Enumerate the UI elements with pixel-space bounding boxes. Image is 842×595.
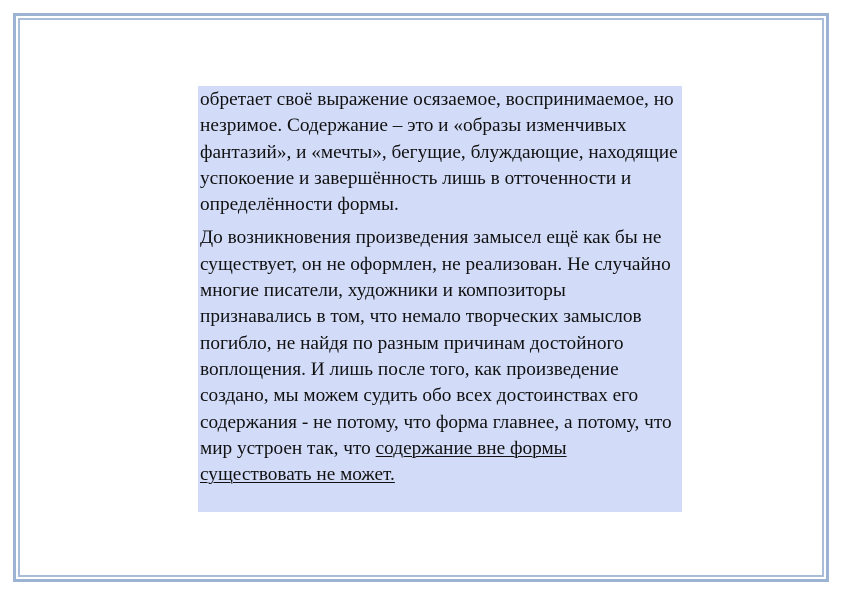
highlighted-text-block — [198, 86, 682, 512]
paragraph-2 — [200, 225, 680, 488]
paragraph-1: обретает своё выражение осязаемое, воспринимаемое, но незримое. Содержание – это и «образы изменчивых фантазий», и «мечты», бегущие, блуждающие, находящие успокоение и завершённость лишь в отточенности и определённости формы. — [200, 89, 678, 216]
paragraph-2-underlined-conclusion: содержание вне формы существовать не может. — [200, 437, 567, 486]
paragraph-2-text: До возникновения произведения замысел ещё как бы не существует, он не оформлен, не реализован. Не случайно многие писатели, художники и композиторы признавались в том, что немало творческих замыслов погибло, не найдя по разным причинам достойного воплощения. И лишь после того, как произведение создано, мы можем судить обо всех достоинствах его содержания - не потому, что форма главнее, а потому, что мир устроен так, что — [200, 227, 672, 459]
